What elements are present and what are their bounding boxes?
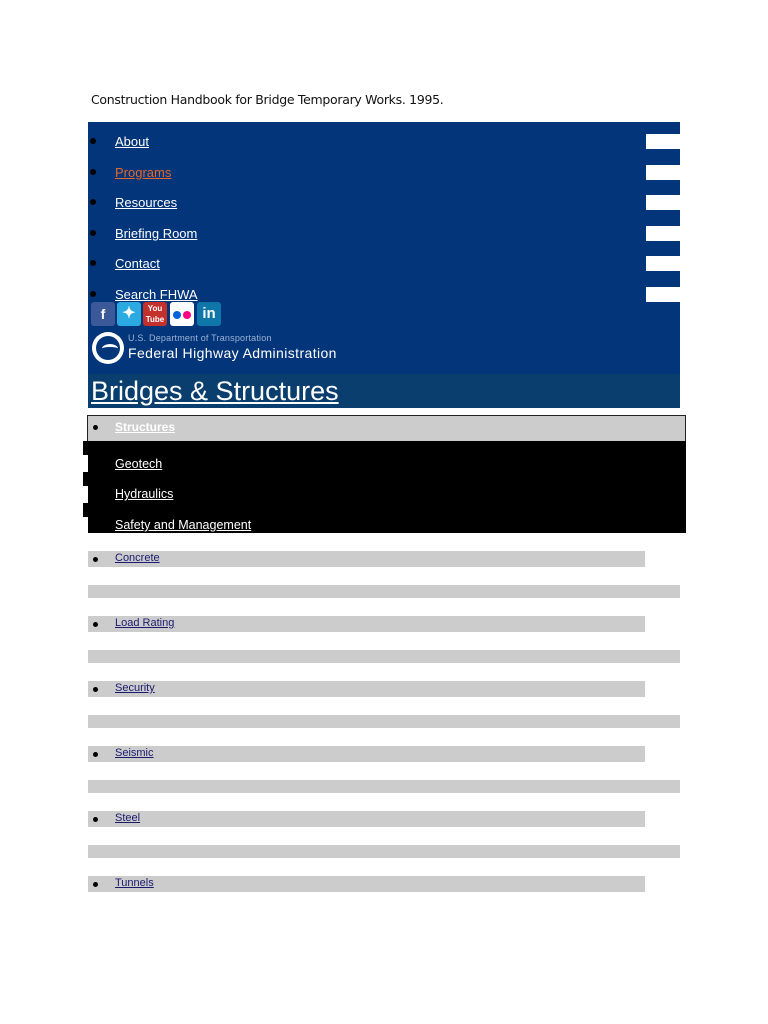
topic-link-security[interactable]: Security — [115, 682, 155, 694]
nav-item-resources — [88, 195, 680, 217]
topic-item-security — [88, 681, 645, 697]
subnav-tab — [83, 472, 89, 486]
topic-item-seismic — [88, 746, 645, 762]
subnav-link-safety-management[interactable]: Safety and Management — [115, 518, 252, 532]
subnav-tab — [83, 441, 89, 455]
nav-item-programs — [88, 165, 680, 187]
subnav-tab — [83, 503, 89, 517]
twitter-icon[interactable]: ✦ — [117, 302, 141, 326]
bullet-icon — [90, 260, 96, 266]
nav-link-programs[interactable]: Programs — [115, 165, 172, 180]
subnav-link-geotech[interactable]: Geotech — [115, 457, 163, 471]
nav-notch — [646, 134, 680, 149]
bullet-icon — [93, 425, 98, 430]
subnav-link-structures[interactable]: Structures — [115, 420, 176, 434]
linkedin-icon[interactable]: in — [197, 302, 221, 326]
nav-notch — [646, 256, 680, 271]
divider — [88, 715, 680, 728]
topic-item-concrete — [88, 551, 645, 567]
nav-notch — [646, 226, 680, 241]
section-header — [88, 374, 680, 408]
topic-link-concrete[interactable]: Concrete — [115, 552, 160, 564]
nav-item-briefing-room — [88, 226, 680, 248]
bullet-icon — [90, 138, 96, 144]
bullet-icon — [90, 199, 96, 205]
dot-logo-icon — [92, 332, 124, 364]
divider — [88, 650, 680, 663]
topic-link-seismic[interactable]: Seismic — [115, 747, 154, 759]
bullet-icon — [93, 557, 98, 562]
nav-item-contact — [88, 256, 680, 278]
document-title: Construction Handbook for Bridge Temporary Works. 1995. — [91, 92, 444, 107]
department-label: U.S. Department of Transportation — [128, 333, 272, 343]
subnav-link-hydraulics[interactable]: Hydraulics — [115, 487, 174, 501]
topic-link-steel[interactable]: Steel — [115, 812, 141, 824]
nav-notch — [646, 287, 680, 302]
youtube-icon[interactable]: You Tube — [143, 302, 167, 326]
topic-link-load-rating[interactable]: Load Rating — [115, 617, 175, 629]
facebook-icon[interactable]: f — [91, 302, 115, 326]
nav-link-resources[interactable]: Resources — [115, 195, 178, 210]
bullet-icon — [93, 882, 98, 887]
bullet-icon — [93, 817, 98, 822]
nav-link-about[interactable]: About — [115, 134, 149, 149]
bullet-icon — [93, 622, 98, 627]
bullet-icon — [93, 752, 98, 757]
bullet-icon — [90, 291, 96, 297]
nav-link-briefing-room[interactable]: Briefing Room — [115, 226, 198, 241]
bullet-icon — [90, 230, 96, 236]
topic-link-tunnels[interactable]: Tunnels — [115, 877, 154, 889]
topic-item-load-rating — [88, 616, 645, 632]
topic-item-steel — [88, 811, 645, 827]
topic-item-tunnels — [88, 876, 645, 892]
bullet-icon — [90, 169, 96, 175]
flickr-icon[interactable] — [170, 302, 194, 326]
subnav-list — [88, 441, 686, 533]
nav-link-search-fhwa[interactable]: Search FHWA — [115, 287, 198, 302]
subnav-item-structures — [87, 415, 686, 442]
top-navigation-bar — [88, 122, 680, 374]
divider — [88, 845, 680, 858]
nav-link-contact[interactable]: Contact — [115, 256, 160, 271]
divider — [88, 780, 680, 793]
nav-item-about — [88, 134, 680, 156]
bullet-icon — [93, 687, 98, 692]
section-title[interactable]: Bridges & Structures — [91, 376, 339, 406]
agency-name[interactable]: Federal Highway Administration — [128, 345, 337, 361]
divider — [88, 585, 680, 598]
nav-notch — [646, 165, 680, 180]
nav-notch — [646, 195, 680, 210]
